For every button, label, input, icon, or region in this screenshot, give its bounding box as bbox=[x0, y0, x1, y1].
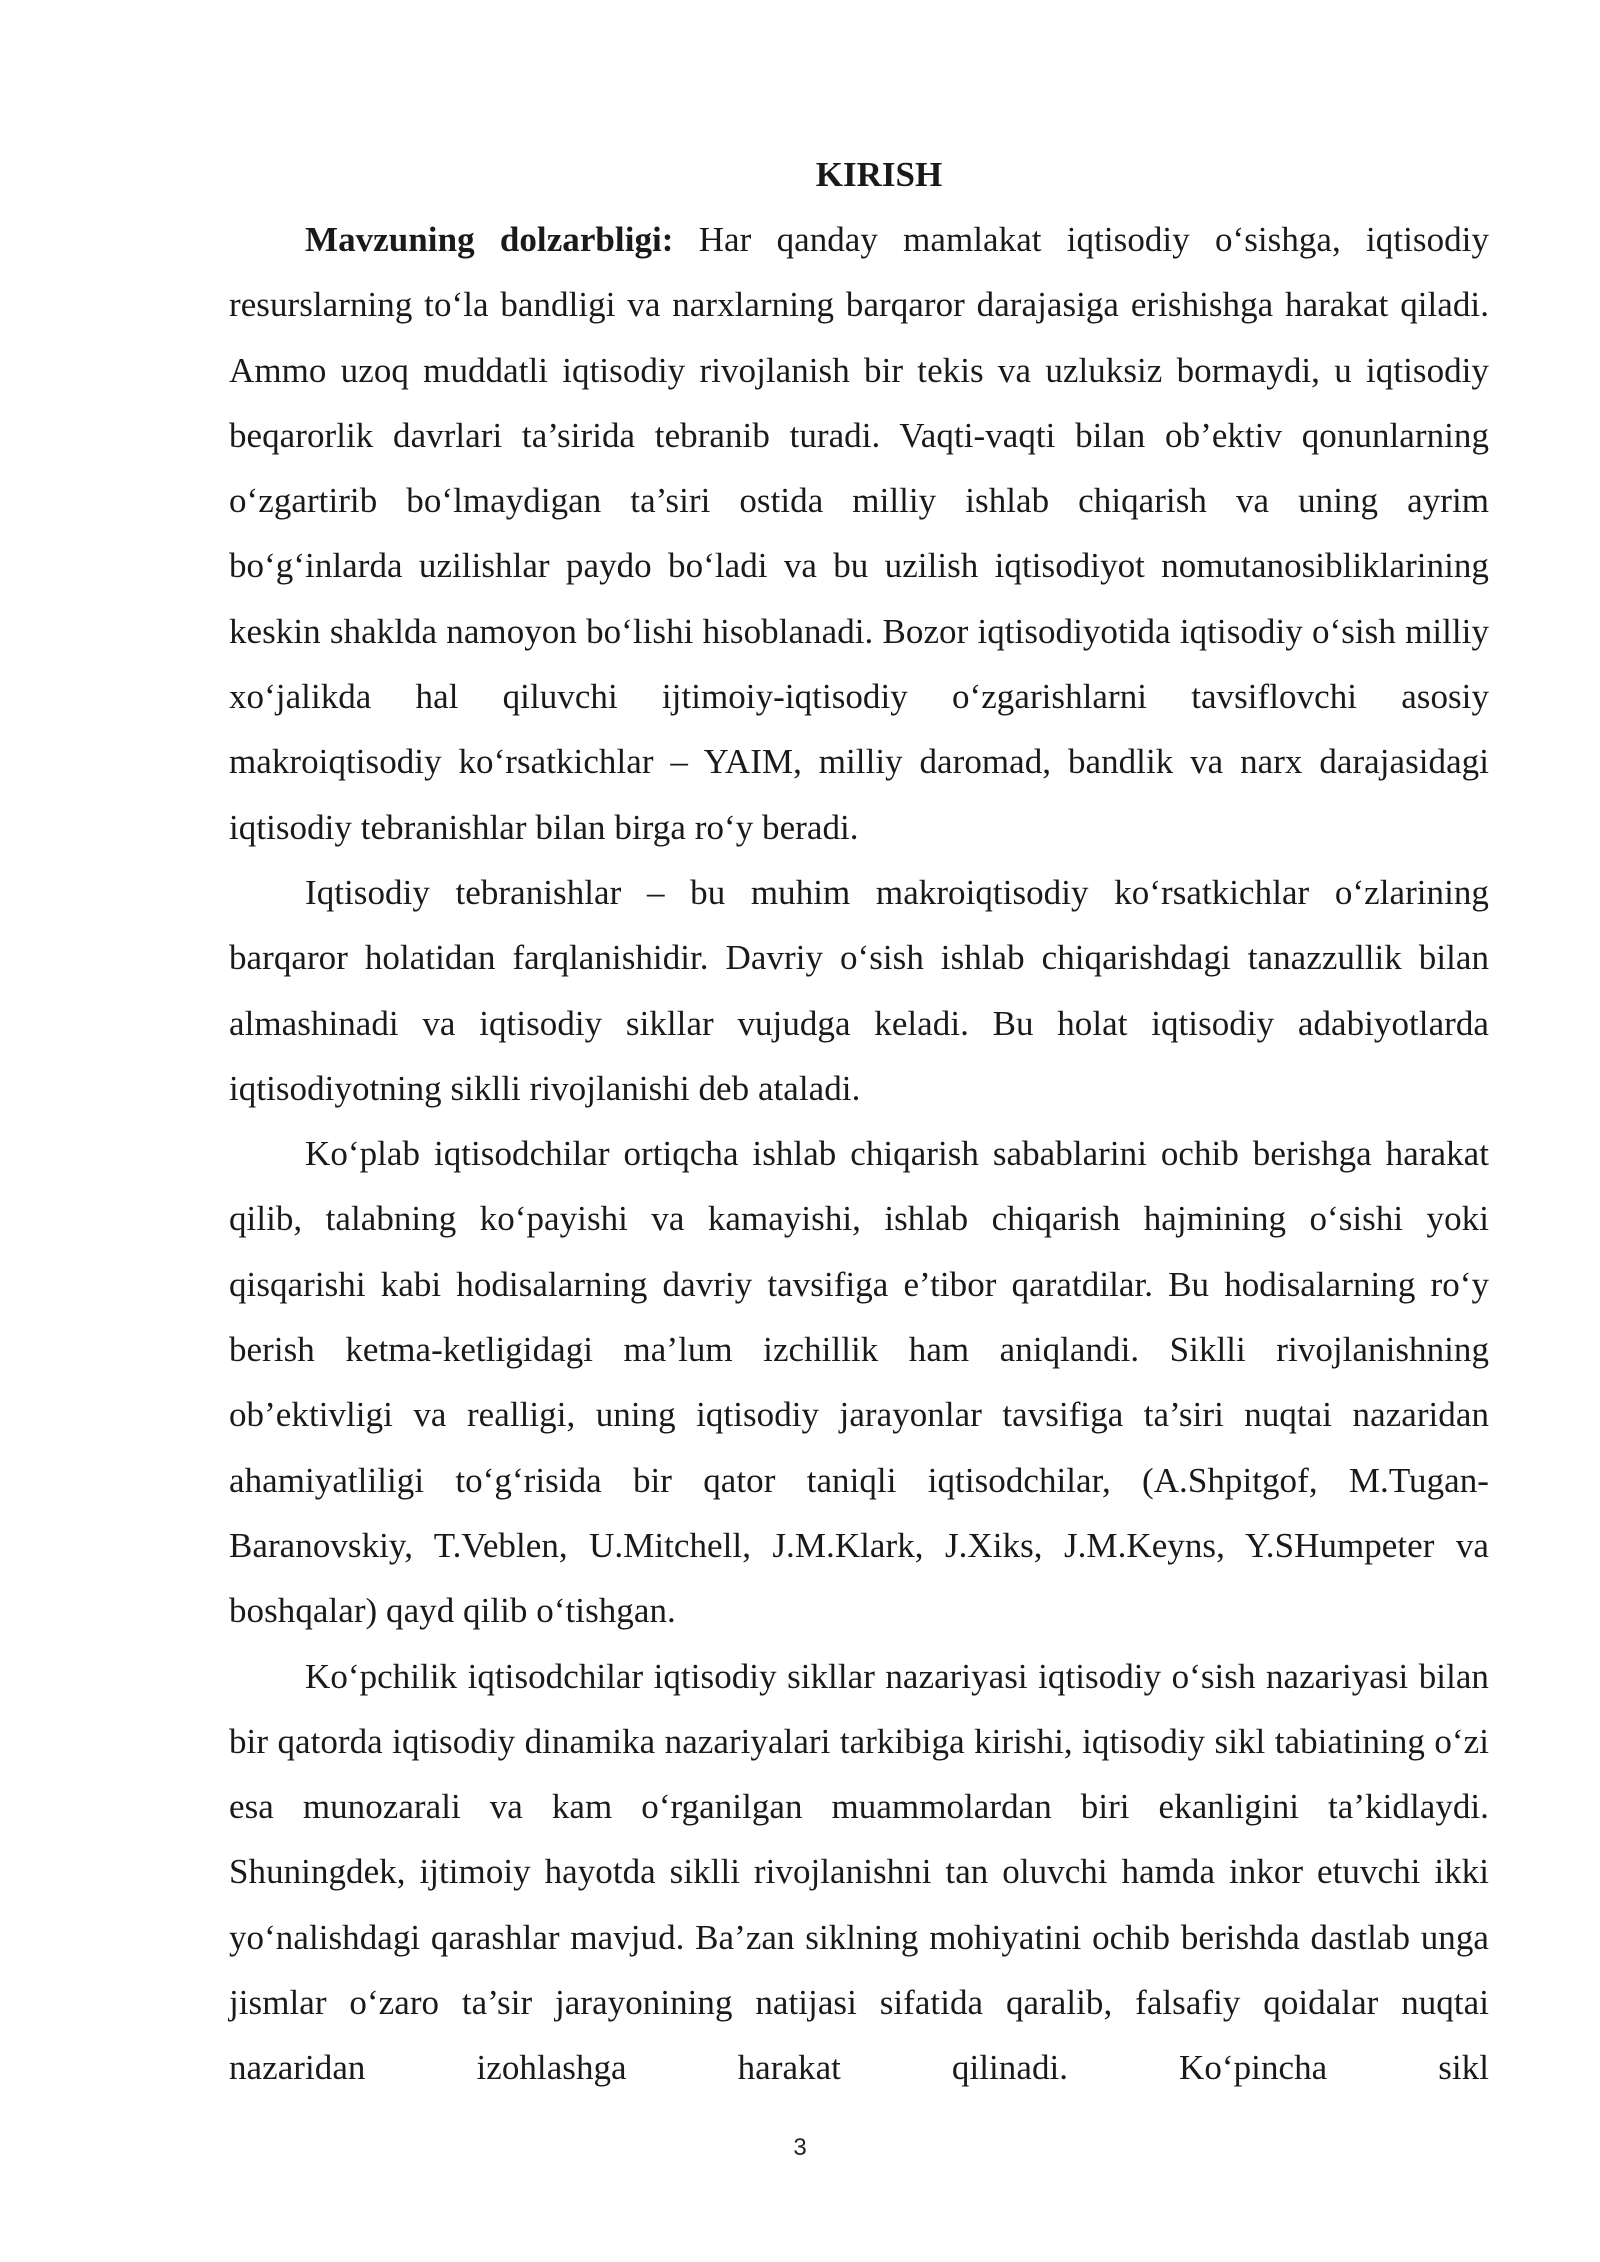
paragraph-text: Har qanday mamlakat iqtisodiy o‘sishga, iqtisodiy resurslarning to‘la bandligi va narxlarning barqaror darajasiga erishishga harakat qiladi. Ammo uzoq muddatli iqtisodiy rivojlanish bir tekis va uzluksiz bormaydi, u iqtisodiy beqarorlik davrlari ta’sirida tebranib turadi. Vaqti-vaqti bilan ob’ektiv qonunlarning o‘zgartirib bo‘lmaydigan ta’siri ostida milliy ishlab chiqarish va uning ayrim bo‘g‘inlarda uzilishlar paydo bo‘ladi va bu uzilish iqtisodiyot nomutanosibliklarining keskin shaklda namoyon bo‘lishi hisoblanadi. Bozor iqtisodiyotida iqtisodiy o‘sish milliy xo‘jalikda hal qiluvchi ijtimoiy-iqtisodiy o‘zgarishlarni tavsiflovchi asosiy makroiqtisodiy ko‘rsatkichlar – YAIM, milliy daromad, bandlik va narx darajasidagi iqtisodiy tebranishlar bilan birga ro‘y beradi. bbox=[229, 220, 1489, 847]
paragraph-cycle-theory: Ko‘pchilik iqtisodchilar iqtisodiy sikllar nazariyasi iqtisodiy o‘sish nazariyasi bilan bir qatorda iqtisodiy dinamika nazariyalari tarkibiga kirishi, iqtisodiy sikl tabiatining o‘zi esa munozarali va kam o‘rganilgan muammolardan biri ekanligini ta’kidlaydi. Shuningdek, ijtimoiy hayotda siklli rivojlanishni tan oluvchi hamda inkor etuvchi ikki yo‘nalishdagi qarashlar mavjud. Ba’zan siklning mohiyatini ochib berishda dastlab unga jismlar o‘zaro ta’sir jarayonining natijasi sifatida qaralib, falsafiy qoidalar nuqtai nazaridan izohlashga harakat qilinadi. Ko‘pincha sikl bbox=[229, 1656, 1489, 2088]
paragraph-fluctuations: Iqtisodiy tebranishlar – bu muhim makroiqtisodiy ko‘rsatkichlar o‘zlarining barqaror holatidan farqlanishidir. Davriy o‘sish ishlab chiqarishdagi tanazzullik bilan almashinadi va iqtisodiy sikllar vujudga keladi. Bu holat iqtisodiy adabiyotlarda iqtisodiyotning siklli rivojlanishi deb ataladi. bbox=[229, 872, 1489, 1108]
paragraph-economists: Ko‘plab iqtisodchilar ortiqcha ishlab chiqarish sabablarini ochib berishga harakat qilib, talabning ko‘payishi va kamayishi, ishlab chiqarish hajmining o‘sishi yoki qisqarishi kabi hodisalarning davriy tavsifiga e’tibor qaratdilar. Bu hodisalarning ro‘y berish ketma-ketligidagi ma’lum izchillik ham aniqlandi. Siklli rivojlanishning ob’ektivligi va realligi, uning iqtisodiy jarayonlar tavsifiga ta’siri nuqtai nazaridan ahamiyatliligi to‘g‘risida bir qator taniqli iqtisodchilar, (A.Shpitgof, M.Tugan-Baranovskiy, T.Veblen, U.Mitchell, J.M.Klark, J.Xiks, J.M.Keyns, Y.SHumpeter va boshqalar) qayd qilib o‘tishgan. bbox=[229, 1134, 1489, 1631]
document-page bbox=[229, 142, 1489, 2101]
page-number: 3 bbox=[793, 2134, 807, 2161]
paragraph-relevance bbox=[229, 207, 1489, 860]
lead-label: Mavzuning dolzarbligi: bbox=[305, 220, 674, 259]
section-title: KIRISH bbox=[815, 155, 943, 194]
